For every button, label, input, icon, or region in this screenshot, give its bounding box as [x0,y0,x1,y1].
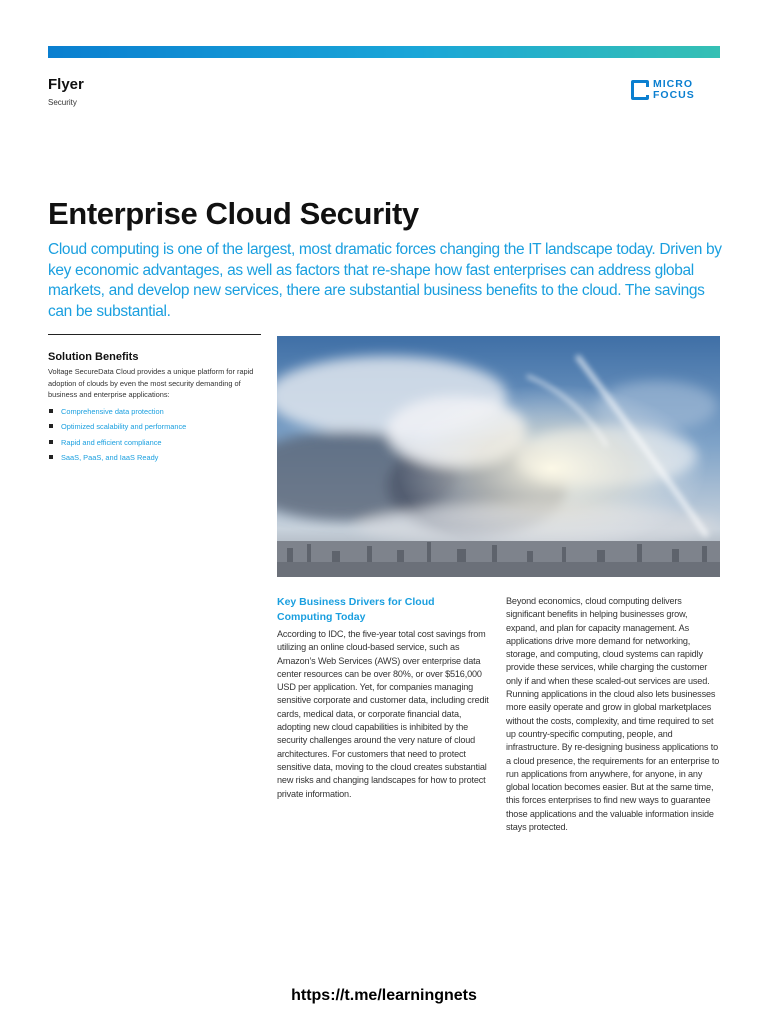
intro-paragraph: Cloud computing is one of the largest, most dramatic forces changing the IT landscape today. Driven by key economic advantages, as well as factors that re-shape how fast enterprises can address global markets, and develop new services, there are substantial business benefits to the cloud. The savings can be substantial. [48,241,722,320]
cloud-sky-photo [277,336,720,577]
benefits-list [48,406,186,467]
list-item [48,452,186,467]
square-bullet-icon [49,409,53,413]
square-bullet-icon [49,455,53,459]
benefit-label: Rapid and efficient compliance [61,437,162,447]
micro-focus-logo-icon [631,80,649,100]
sidebar-divider [48,334,261,335]
section-heading: Key Business Drivers for Cloud Computing Today [277,596,435,623]
square-bullet-icon [49,440,53,444]
sidebar-text: Voltage SecureData Cloud provides a unique platform for rapid adoption of clouds by even the most security demanding of business and enterprise applications: [48,367,254,399]
sidebar-heading: Solution Benefits [48,351,139,363]
body-column-1: According to IDC, the five-year total cost savings from utilizing an online cloud-based service, such as Amazon’s Web Services (AWS) over enterprise data center resources can be over 80%, or over $516,000 USD per application. Yet, for companies managing sensitive corporate and customer data, including credit cards, medical data, or corporate financial data, adopting new cloud capabilities is inhibited by the security challenges around the very nature of cloud architectures. For customers that need to protect sensitive data, moving to the cloud creates substantial new risks and changing landscapes for how to protect private information. [277,629,489,799]
benefit-label: Optimized scalability and performance [61,422,187,432]
list-item [48,421,186,436]
brand-line-1: MICRO [653,78,693,90]
body-column-2: Beyond economics, cloud computing delivers significant benefits in helping businesses grow, expand, and plan for capacity management. As applications drive more demand for networking, storage, and computing, cloud systems can rapidly provide these services, while charging the customer only if and when these scaled-out services are used. Running applications in the cloud also lets businesses more easily operate and grow in global marketplaces without the costs, complexity, and time required to set up country-specific computing, people, and infrastructure. By re-designing business applications to a cloud presence, the requirements for an enterprise to run applications from anywhere, for anyone, in any global location becomes easier. But at the same time, this forces enterprises to find new ways to guarantee those applications and the valuable information inside stays protected. [506,596,720,833]
doc-type: Flyer [48,76,84,93]
square-bullet-icon [49,424,53,428]
brand-logo [631,78,721,102]
doc-category: Security [48,98,77,107]
list-item [48,437,186,452]
page-title: Enterprise Cloud Security [48,196,419,231]
benefit-label: SaaS, PaaS, and IaaS Ready [61,452,159,462]
brand-name [653,79,695,101]
brand-line-2: FOCUS [653,89,695,101]
benefit-label: Comprehensive data protection [61,407,164,416]
footer-link[interactable]: https://t.me/learningnets [291,987,477,1004]
header-accent-bar [48,46,720,58]
list-item [48,406,186,421]
